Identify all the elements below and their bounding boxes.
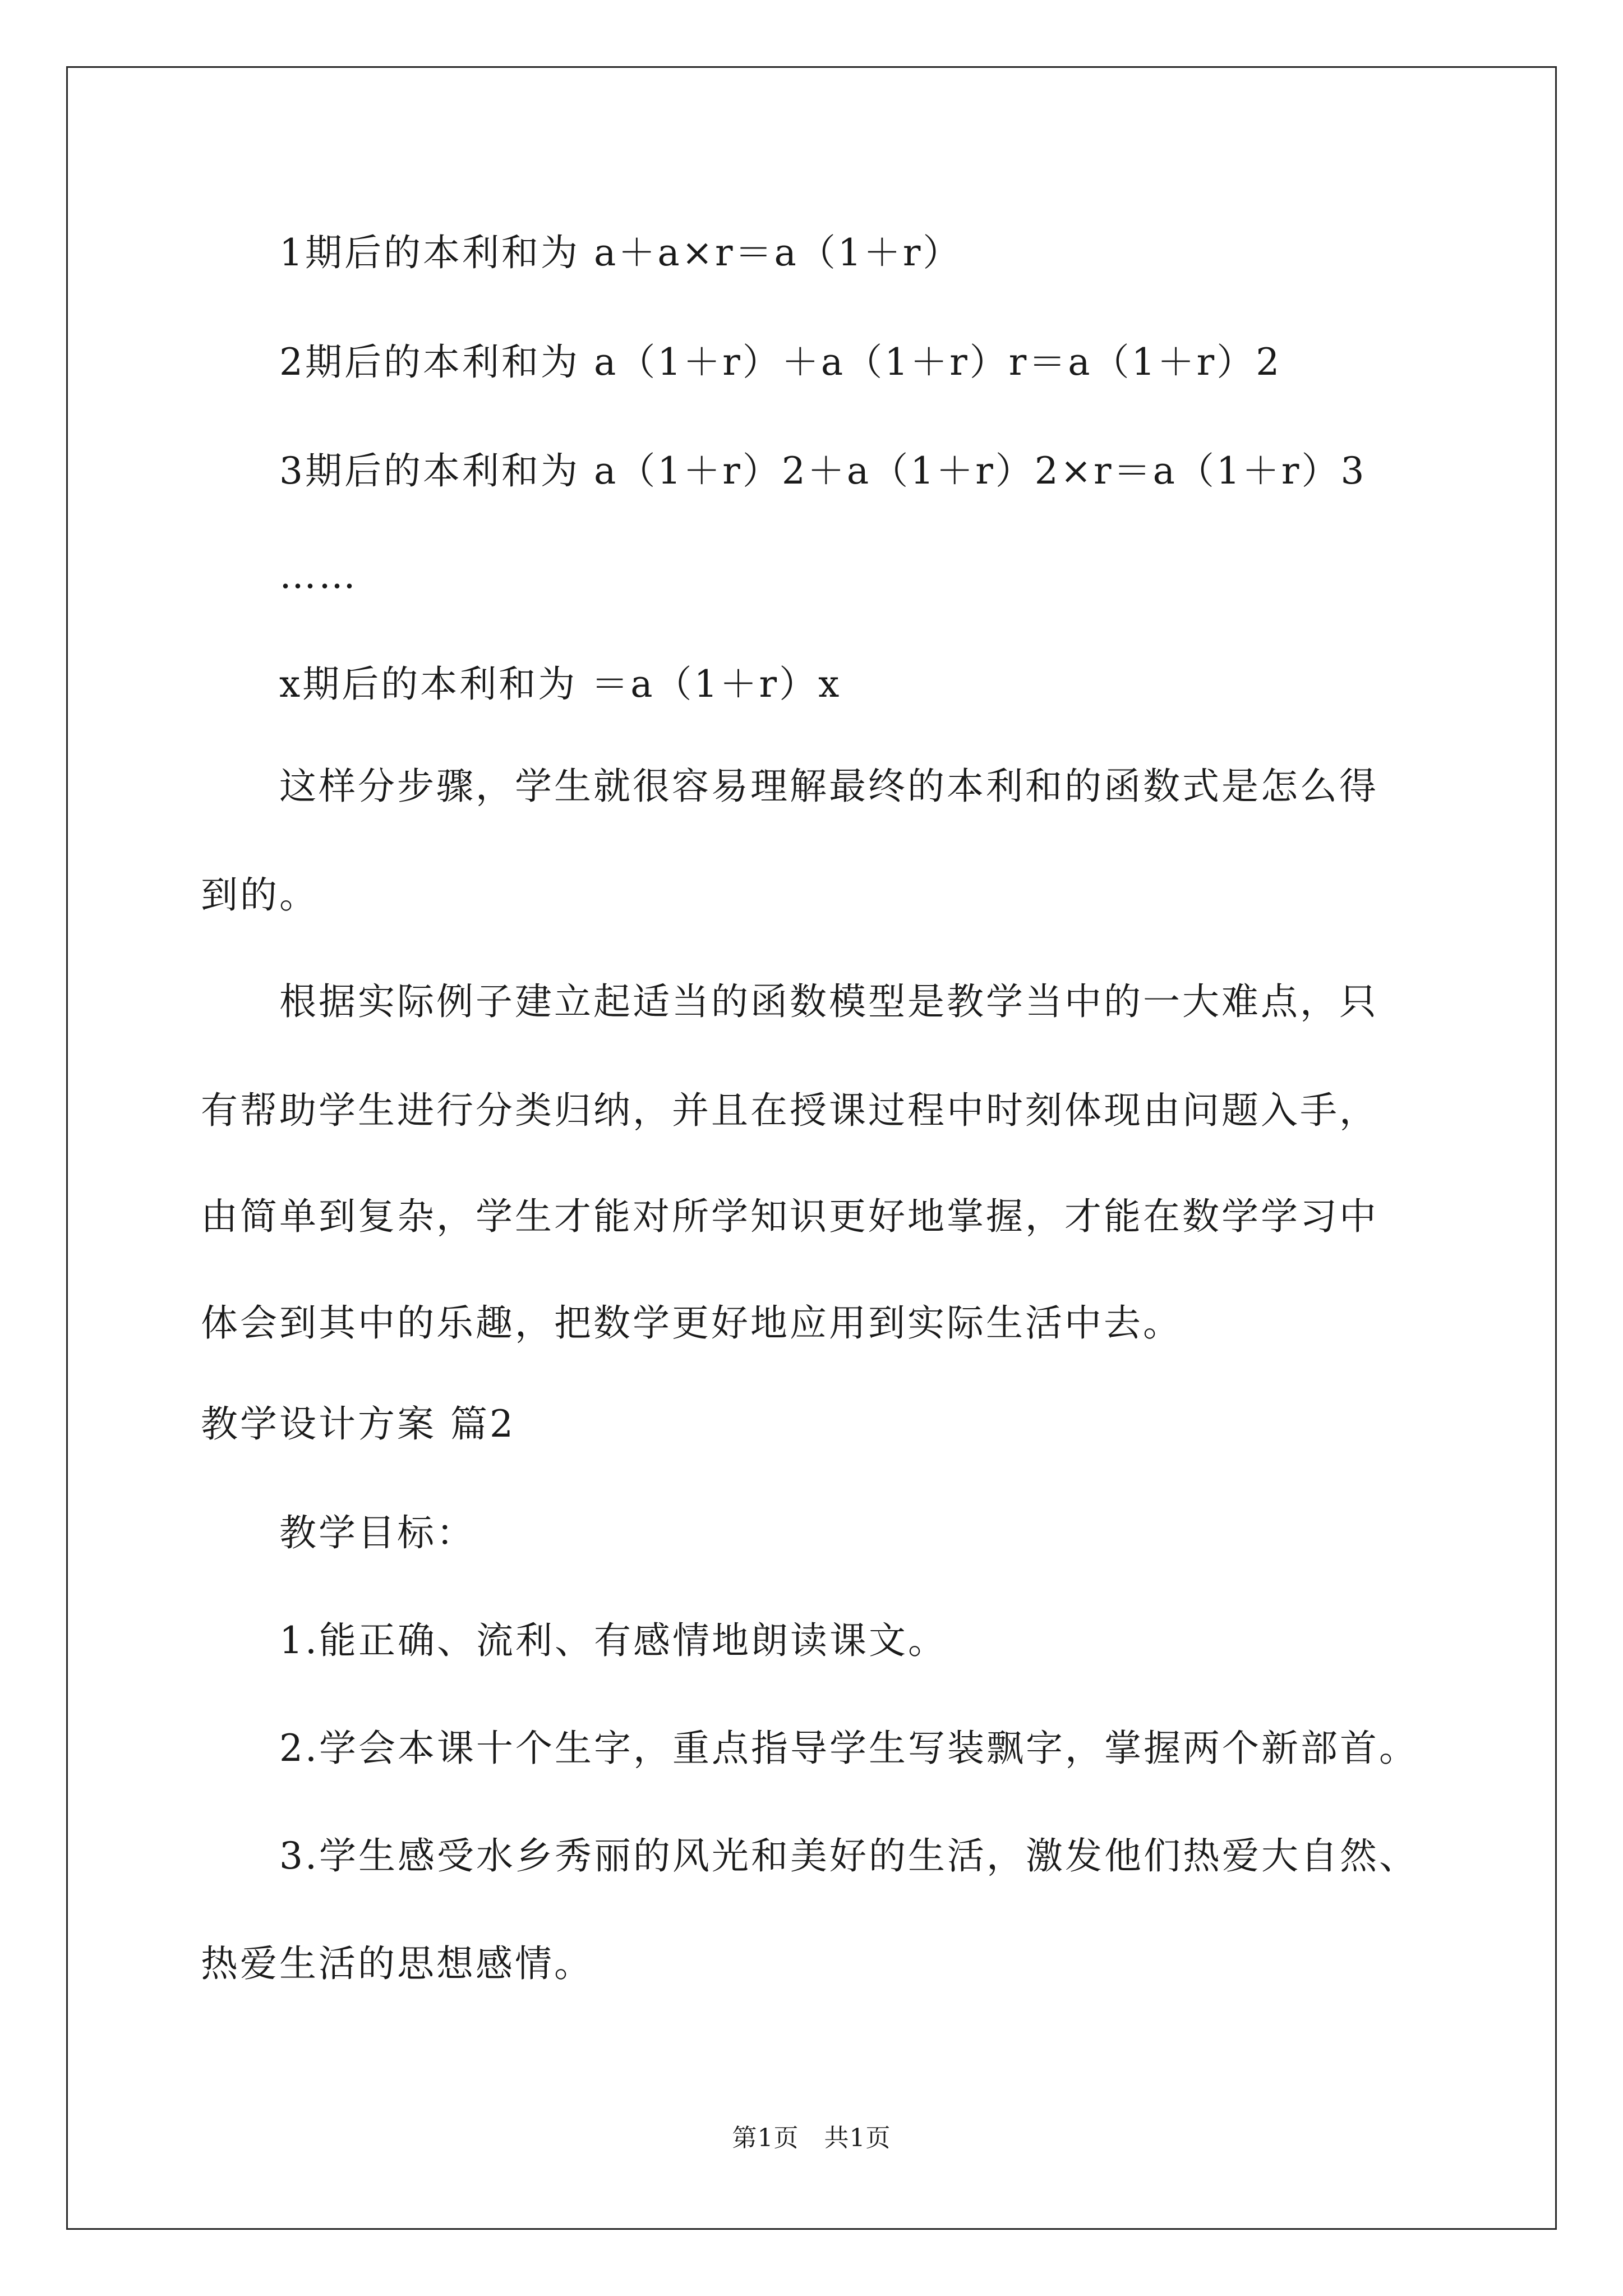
paragraph-line: 到的。 — [201, 873, 319, 917]
text-line-5: x期后的本利和为 ＝a（1＋r）x — [279, 662, 842, 706]
paragraph-line: 体会到其中的乐趣，把数学更好地应用到实际生活中去。 — [201, 1301, 1182, 1345]
paragraph-line: 根据实际例子建立起适当的函数模型是教学当中的一大难点，只 — [279, 980, 1378, 1023]
paragraph-line: 这样分步骤，学生就很容易理解最终的本利和的函数式是怎么得 — [279, 765, 1378, 808]
text-line-1: 1期后的本利和为 a＋a×r＝a（1＋r） — [279, 231, 962, 274]
paragraph-line: 有帮助学生进行分类归纳，并且在授课过程中时刻体现由问题入手， — [201, 1089, 1378, 1132]
text-line-3: 3期后的本利和为 a（1＋r）2＋a（1＋r）2×r＝a（1＋r）3 — [279, 449, 1367, 493]
list-item-continuation: 热爱生活的思想感情。 — [201, 1942, 593, 1985]
paragraph-line: 由简单到复杂，学生才能对所学知识更好地掌握，才能在数学学习中 — [201, 1195, 1378, 1238]
page-number: 第1页 共1页 — [732, 2124, 891, 2152]
text-line-ellipsis: …… — [279, 554, 358, 597]
list-item: 3.学生感受水乡秀丽的风光和美好的生活，激发他们热爱大自然、 — [279, 1834, 1418, 1878]
section-heading: 教学设计方案 篇2 — [201, 1402, 515, 1446]
subheading: 教学目标： — [279, 1511, 476, 1554]
list-item: 2.学会本课十个生字，重点指导学生写装飘字，掌握两个新部首。 — [279, 1727, 1418, 1770]
text-line-2: 2期后的本利和为 a（1＋r）＋a（1＋r）r＝a（1＋r）2 — [279, 341, 1282, 384]
page-border — [66, 66, 1557, 2230]
list-item: 1.能正确、流利、有感情地朗读课文。 — [279, 1619, 947, 1662]
